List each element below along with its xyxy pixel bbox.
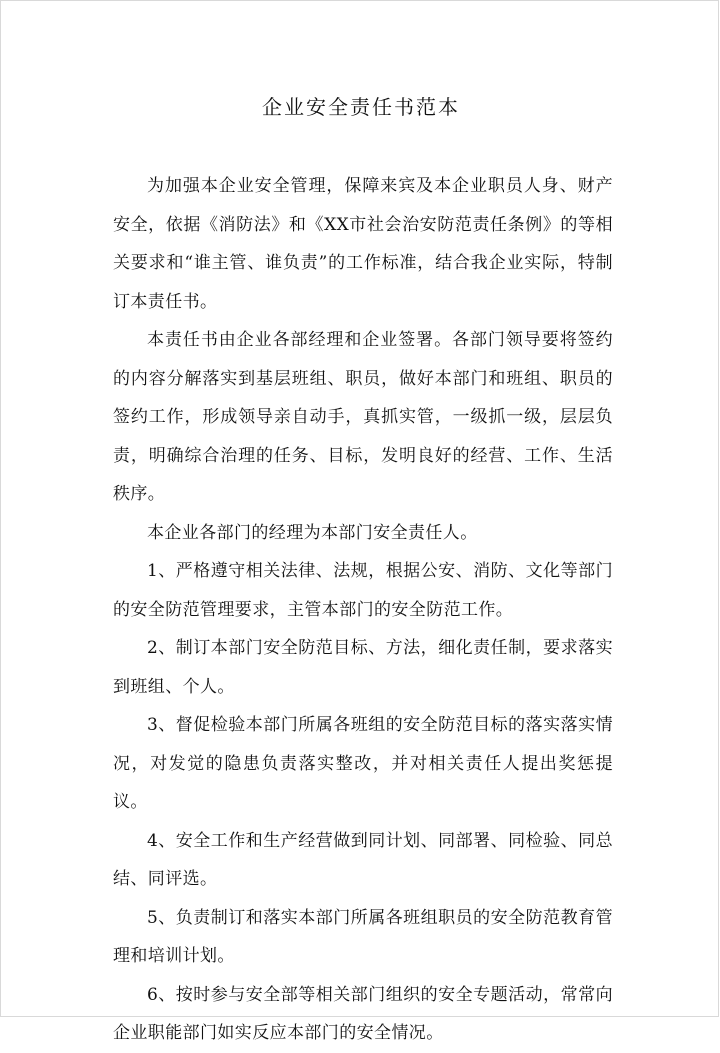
document-title: 企业安全责任书范本 — [262, 95, 460, 119]
paragraph-item-5: 5、负责制订和落实本部门所属各班组职员的安全防范教育管理和培训计划。 — [113, 907, 613, 966]
paragraph-item-2: 2、制订本部门安全防范目标、方法，细化责任制，要求落实到班组、个人。 — [113, 638, 613, 697]
paragraph-item-1: 1、严格遵守相关法律、法规，根据公安、消防、文化等部门的安全防范管理要求，主管本部门的安全防范工作。 — [113, 561, 613, 620]
paragraph-item-6: 6、按时参与安全部等相关部门组织的安全专题活动，常常向企业职能部门如实反应本部门的安全情况。 — [113, 984, 613, 1043]
paragraph-intro: 为加强本企业安全管理，保障来宾及本企业职员人身、财产安全，依据《消防法》和《XX市社会治安防范责任条例》的等相关要求和“谁主管、谁负责”的工作标准，结合我企业实际，特制订本责任书。 — [113, 176, 613, 312]
paragraph-item-3: 3、督促检验本部门所属各班组的安全防范目标的落实落实情况，对发觉的隐患负责落实整改，并对相关责任人提出奖惩提议。 — [113, 715, 613, 812]
paragraph-item-4: 4、安全工作和生产经营做到同计划、同部署、同检验、同总结、同评选。 — [113, 830, 613, 889]
document-body — [113, 167, 613, 1053]
paragraph-responsible: 本企业各部门的经理为本部门安全责任人。 — [147, 522, 478, 543]
paragraph-signing: 本责任书由企业各部经理和企业签署。各部门领导要将签约的内容分解落实到基层班组、职员，做好本部门和班组、职员的签约工作，形成领导亲自动手，真抓实管，一级抓一级，层层负责，明确综合治理的任务、目标，发明良好的经营、工作、生活秩序。 — [113, 330, 613, 504]
